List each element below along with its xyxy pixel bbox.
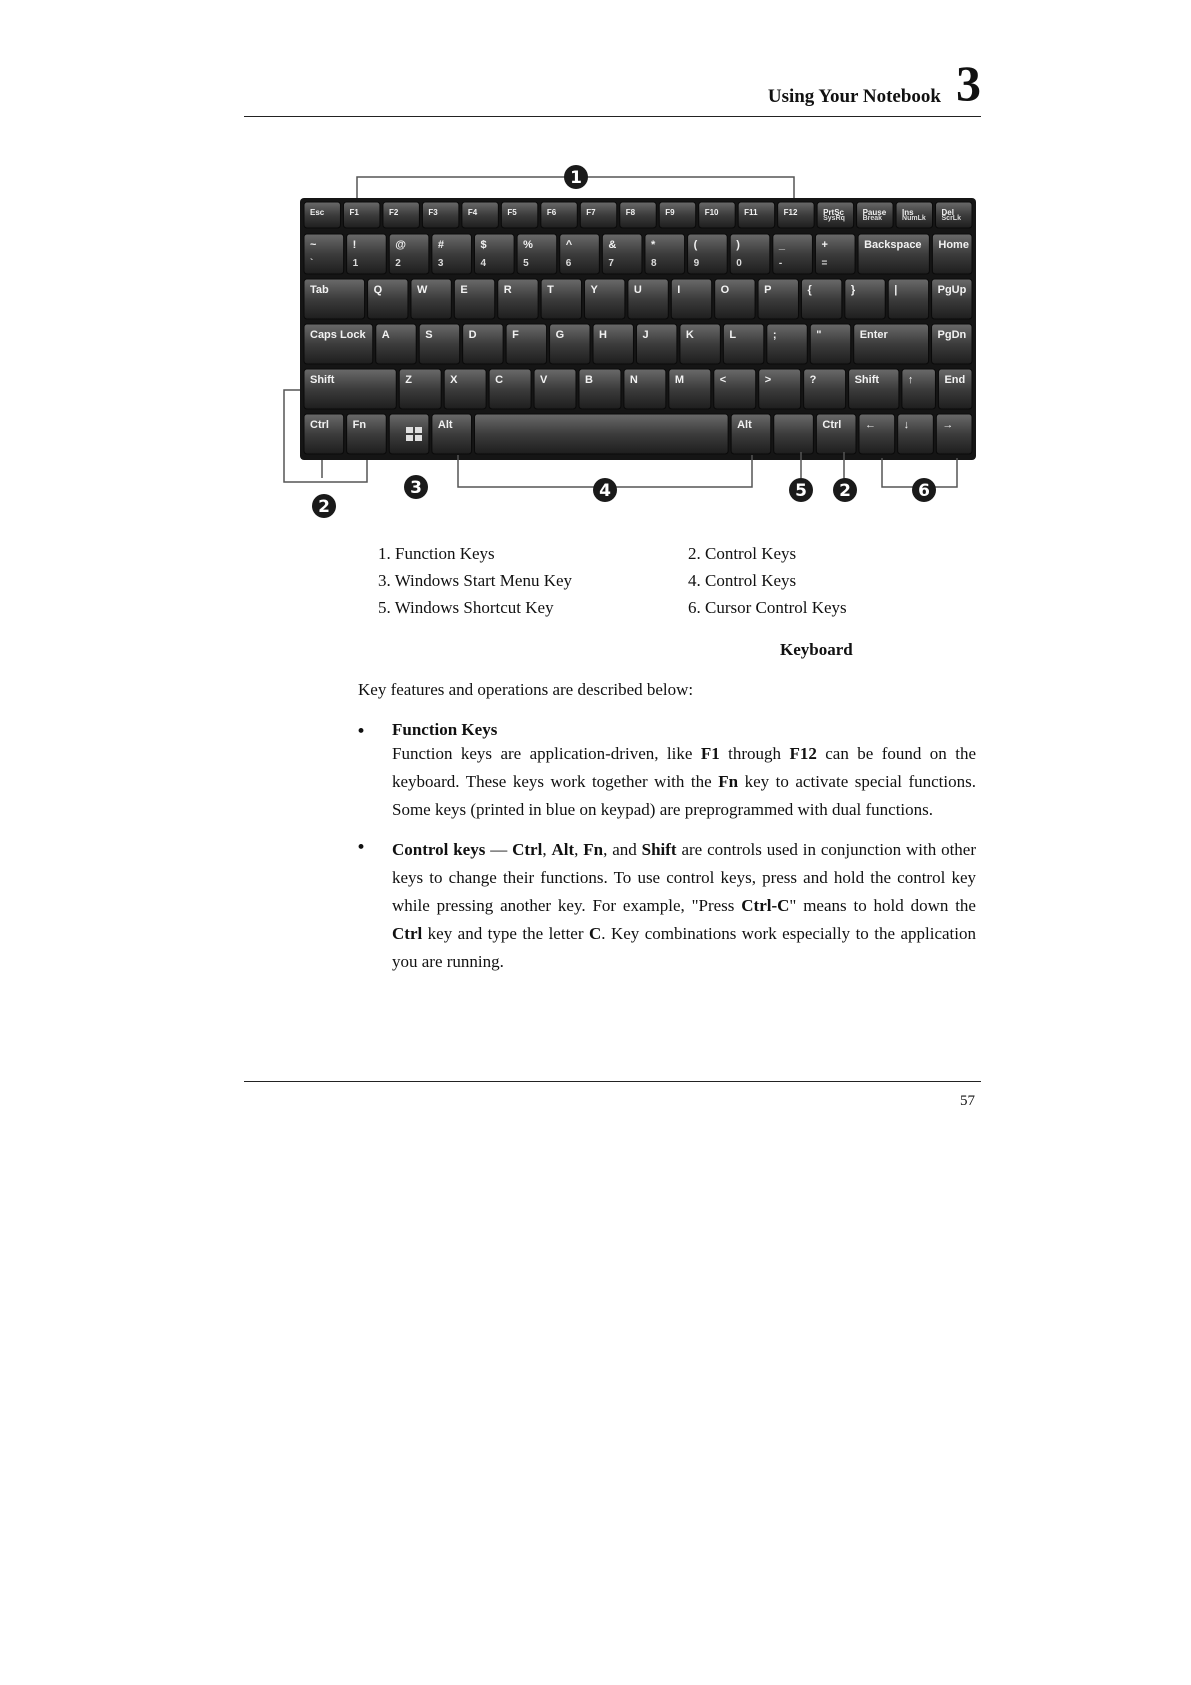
key-label: C xyxy=(495,374,504,386)
key-sublabel: 5 xyxy=(523,258,529,269)
key-label: F5 xyxy=(507,208,517,217)
key-label: K xyxy=(685,329,694,341)
key-label: T xyxy=(547,284,554,296)
key-label: Alt xyxy=(737,419,752,431)
key-label: ← xyxy=(865,419,877,431)
bold-run: Ctrl xyxy=(392,924,423,943)
key-sublabel: 3 xyxy=(437,258,444,269)
callout-number: 6 xyxy=(918,481,930,501)
key-label: M xyxy=(674,374,685,386)
key-label: PgUp xyxy=(937,284,967,296)
legend-item: 6. Cursor Control Keys xyxy=(688,598,847,617)
key-sublabel: 9 xyxy=(693,258,700,269)
key xyxy=(389,414,429,454)
key-label: N xyxy=(629,374,638,386)
key-label: ^ xyxy=(565,239,573,251)
bullet-dot: • xyxy=(356,722,367,742)
key-label: ? xyxy=(809,374,817,386)
key-sublabel: 8 xyxy=(650,258,657,269)
windows-logo-icon xyxy=(406,435,413,441)
callout-number: 5 xyxy=(795,481,807,501)
key-label: G xyxy=(555,329,565,341)
key-label: Alt xyxy=(437,419,453,431)
text-run: Function keys are application-driven, like xyxy=(392,744,701,763)
key-label: ; xyxy=(772,329,777,341)
key-label: ~ xyxy=(310,239,317,251)
key-label: ↑ xyxy=(907,374,914,386)
key-label: F9 xyxy=(665,208,675,217)
text-run: key and type the letter xyxy=(422,924,589,943)
key-label: F3 xyxy=(428,208,438,217)
footer-rule xyxy=(244,1081,981,1082)
key-label: Caps Lock xyxy=(310,329,366,341)
page-number: 57 xyxy=(960,1093,975,1109)
bold-run: F12 xyxy=(789,744,817,763)
bold-run: Shift xyxy=(641,840,677,859)
key-sublabel: - xyxy=(778,258,783,269)
key xyxy=(774,414,814,454)
key-label: + xyxy=(821,239,828,251)
windows-logo-icon xyxy=(415,427,422,433)
key-label: & xyxy=(608,239,617,251)
text-run: are controls used in conjunction with other keys to change their functions. To use control keys, press and hold the control key while pressing another key. For example, "Press xyxy=(392,840,977,915)
legend-item: 5. Windows Shortcut Key xyxy=(378,598,554,617)
key-label: → xyxy=(942,419,954,431)
key-sublabel: 1 xyxy=(352,258,359,269)
chapter-number: 3 xyxy=(956,55,981,111)
key-label: A xyxy=(381,329,390,341)
bullet-body xyxy=(392,740,976,824)
key-label: I xyxy=(677,284,681,296)
key-label: Y xyxy=(590,284,598,296)
bold-run: Alt xyxy=(551,840,575,859)
key-label: Ctrl xyxy=(310,419,329,431)
key-label: End xyxy=(944,374,966,386)
key-label: Fn xyxy=(352,419,367,431)
bold-run: F1 xyxy=(700,744,720,763)
header-title: Using Your Notebook xyxy=(767,86,941,107)
key-label: Ctrl xyxy=(822,419,842,431)
key-label: Home xyxy=(938,239,969,251)
key-sublabel: 4 xyxy=(480,258,487,269)
key-label: | xyxy=(894,284,898,296)
key-label: ) xyxy=(736,239,740,251)
key-label: Q xyxy=(373,284,383,296)
callout-number: 1 xyxy=(570,168,582,188)
key-label: E xyxy=(460,284,468,296)
key-label: Esc xyxy=(310,208,325,217)
key-label: B xyxy=(584,374,593,386)
key-label: Ins xyxy=(902,208,914,217)
bullet-title: Function Keys xyxy=(392,720,498,739)
key-sublabel: 6 xyxy=(565,258,572,269)
key-sublabel: SysRq xyxy=(823,215,845,222)
figure-caption: Keyboard xyxy=(780,640,853,659)
bullet-function-keys xyxy=(352,720,976,824)
key-label: W xyxy=(416,284,428,296)
key-label: F10 xyxy=(704,208,719,217)
key-label: < xyxy=(719,374,727,386)
key-label: Del xyxy=(941,208,954,217)
bullet-list xyxy=(352,720,976,988)
text-run: key to activate special functions. Some keys (printed in blue on keypad) are preprogrammed with dual functions. xyxy=(392,772,976,819)
text-run: can be found on the keyboard. These keys work together with the xyxy=(392,744,976,791)
key-label: Z xyxy=(405,374,412,386)
key-label: @ xyxy=(395,239,406,251)
key-label: PrtSc xyxy=(823,208,845,217)
bold-run: Fn xyxy=(718,772,739,791)
key-label: Enter xyxy=(859,329,888,341)
bold-run: Ctrl-C xyxy=(741,896,790,915)
key-label: J xyxy=(642,329,649,341)
key-sublabel: ` xyxy=(310,258,314,269)
key-label: PgDn xyxy=(937,329,967,341)
key-label: O xyxy=(720,284,730,296)
key-sublabel: Break xyxy=(862,215,883,222)
key-label: F11 xyxy=(744,208,758,217)
callout-number: 3 xyxy=(410,478,422,498)
key-label: # xyxy=(437,239,444,251)
key-label: F8 xyxy=(625,208,636,217)
key-sublabel: = xyxy=(821,258,828,269)
key-label: ! xyxy=(352,239,357,251)
key-label: U xyxy=(633,284,642,296)
bullet-dot: • xyxy=(356,838,367,858)
key-label: F7 xyxy=(586,208,596,217)
windows-logo-icon xyxy=(415,435,422,441)
key-label: X xyxy=(450,374,458,386)
key-label: * xyxy=(650,239,656,251)
key-label: Shift xyxy=(310,374,335,386)
text-run: , xyxy=(574,840,584,859)
key-label: Backspace xyxy=(864,239,922,251)
key-sublabel: NumLk xyxy=(902,215,926,222)
bullet-body xyxy=(392,836,976,976)
callout-number: 4 xyxy=(599,481,611,501)
text-run: " means to hold down the xyxy=(789,896,976,915)
key-label: P xyxy=(764,284,772,296)
text-run: — xyxy=(485,840,513,859)
bold-run: C xyxy=(588,924,602,943)
text-run: , xyxy=(542,840,552,859)
legend-item: 1. Function Keys xyxy=(378,544,495,563)
bold-run: Ctrl xyxy=(512,840,543,859)
key-label: V xyxy=(540,374,548,386)
key-sublabel: 2 xyxy=(395,258,401,269)
callout-number: 2 xyxy=(839,481,851,501)
key-sublabel: 7 xyxy=(608,258,614,269)
key-label: ( xyxy=(693,239,698,251)
key-label: Shift xyxy=(854,374,880,386)
key-label: Pause xyxy=(862,208,887,217)
key-label: { xyxy=(807,284,812,296)
key-label: " xyxy=(816,329,822,341)
text-run: , and xyxy=(603,840,642,859)
key-label: _ xyxy=(778,239,785,251)
bold-run: Control keys xyxy=(392,840,486,859)
windows-logo-icon xyxy=(406,427,413,433)
key-label: D xyxy=(468,329,477,341)
text-run: through xyxy=(719,744,790,763)
key-sublabel: ScrLk xyxy=(941,215,961,222)
key-label: S xyxy=(425,329,433,341)
key-label: % xyxy=(523,239,533,251)
intro-text: Key features and operations are described below: xyxy=(358,680,694,699)
key xyxy=(475,414,729,454)
key-label: Tab xyxy=(310,284,329,296)
key-label: > xyxy=(764,374,772,386)
key-label: $ xyxy=(480,239,487,251)
callout-number: 2 xyxy=(318,497,330,517)
key-label: F1 xyxy=(349,208,359,217)
key-label: ↓ xyxy=(903,419,910,431)
legend-item: 4. Control Keys xyxy=(688,571,797,590)
keyboard-figure xyxy=(0,0,1191,540)
key-label: H xyxy=(599,329,607,341)
key-label: F2 xyxy=(388,208,399,217)
text-run: . Key combinations work especially to the application you are running. xyxy=(392,924,976,971)
bold-run: Fn xyxy=(583,840,604,859)
key-label: F4 xyxy=(467,208,478,217)
key-sublabel: 0 xyxy=(736,258,742,269)
legend-item: 2. Control Keys xyxy=(688,544,797,563)
key-label: L xyxy=(729,329,737,341)
key-label: } xyxy=(850,284,856,296)
key-label: R xyxy=(503,284,512,296)
key-label: F6 xyxy=(546,208,557,217)
key-label: F12 xyxy=(783,208,798,217)
bullet-control-keys xyxy=(352,836,976,976)
legend-item: 3. Windows Start Menu Key xyxy=(378,571,573,590)
key-label: F xyxy=(512,329,519,341)
